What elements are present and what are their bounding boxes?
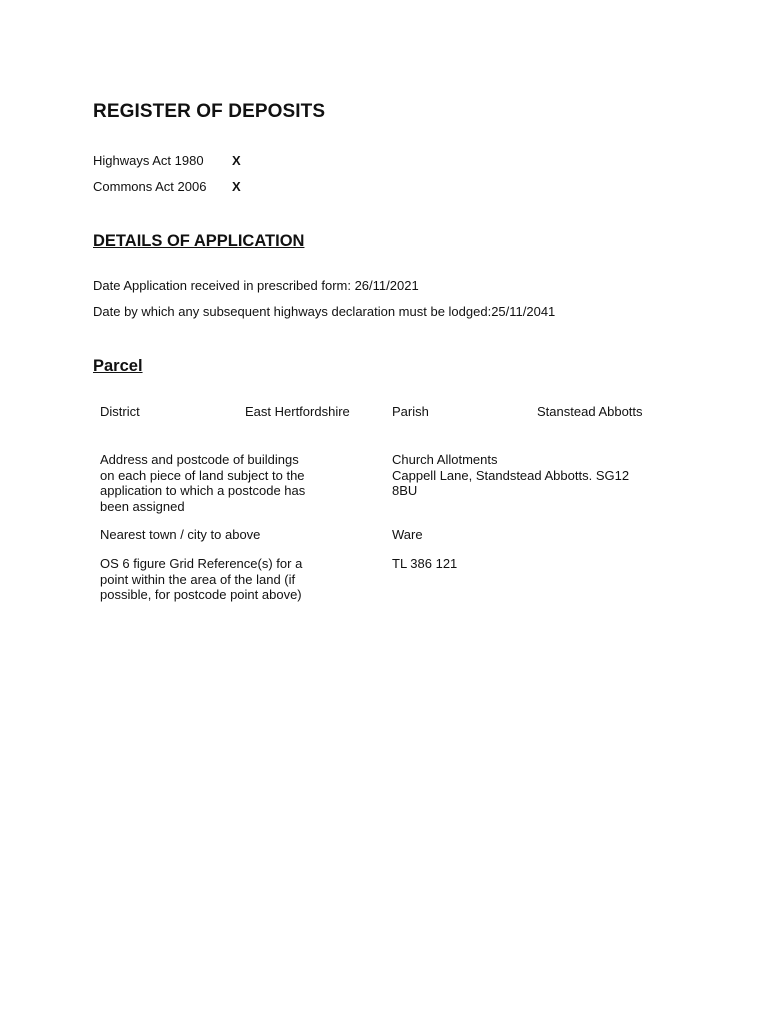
- district-value: East Hertfordshire: [245, 404, 350, 419]
- grid-reference-label-line: possible, for postcode point above): [100, 587, 302, 602]
- parish-value: Stanstead Abbotts: [537, 404, 643, 419]
- application-heading: DETAILS OF APPLICATION: [93, 232, 305, 250]
- address-label-line: Address and postcode of buildings: [100, 452, 299, 467]
- address-label-line: on each piece of land subject to the: [100, 467, 305, 483]
- act-mark-commons: X: [232, 179, 241, 194]
- page-title: REGISTER OF DEPOSITS: [93, 101, 326, 122]
- address-value-line: Church Allotments: [392, 452, 498, 467]
- district-label: District: [100, 404, 140, 419]
- act-mark-highways: X: [232, 153, 241, 168]
- nearest-town-label: [100, 527, 260, 543]
- act-label-commons: Commons Act 2006: [93, 179, 207, 194]
- nearest-town-label-line: Nearest town / city to above: [100, 527, 261, 542]
- nearest-town-value-line: Ware: [392, 527, 423, 542]
- parcel-heading: Parcel: [93, 357, 143, 375]
- address-label-line: been assigned: [100, 498, 185, 514]
- nearest-town-value: [392, 527, 423, 543]
- act-label-highways: Highways Act 1980: [93, 153, 204, 168]
- date-declaration: Date by which any subsequent highways declaration must be lodged:25/11/2041: [93, 304, 556, 319]
- grid-reference-label-line: OS 6 figure Grid Reference(s) for a: [100, 556, 303, 571]
- grid-reference-label-line: point within the area of the land (if: [100, 571, 296, 587]
- date-received: Date Application received in prescribed form: 26/11/2021: [93, 278, 419, 293]
- parish-label: Parish: [392, 404, 429, 419]
- address-label-line: application to which a postcode has: [100, 483, 306, 498]
- address-value-line: Cappell Lane, Standstead Abbotts. SG12: [392, 467, 630, 483]
- address-value-line: 8BU: [392, 483, 418, 498]
- grid-reference-value: [392, 556, 457, 572]
- grid-reference-label: [100, 556, 302, 603]
- address-label: [100, 452, 305, 514]
- grid-reference-value-line: TL 386 121: [392, 556, 458, 571]
- address-value: [392, 452, 629, 499]
